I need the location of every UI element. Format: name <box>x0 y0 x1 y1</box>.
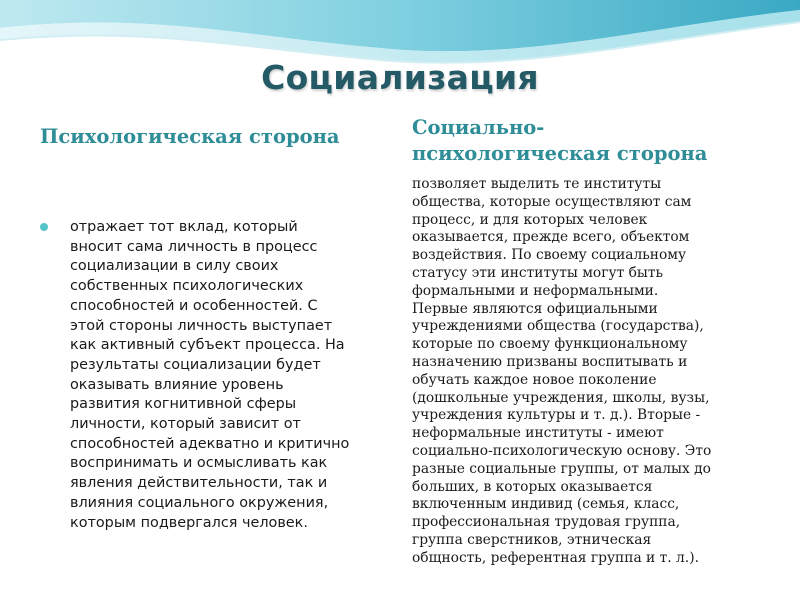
left-paragraph-line: способностей и особенностей. С <box>70 297 318 314</box>
right-paragraph-line: оказывается, прежде всего, объектом <box>412 229 690 246</box>
left-paragraph-line: результаты социализации будет <box>70 356 321 373</box>
right-paragraph-line: общность, референтная группа и т. л.). <box>412 549 699 566</box>
left-paragraph-line: влияния социального окружения, <box>70 494 329 511</box>
left-paragraph-line: отражает тот вклад, который <box>70 219 298 235</box>
right-paragraph-line: Первые являются официальными <box>412 300 658 317</box>
left-paragraph-line: развития когнитивной сферы <box>70 396 297 413</box>
left-paragraph-line: оказывать влияние уровень <box>70 376 284 393</box>
left-paragraph-line: способностей адекватно и критично <box>70 435 350 452</box>
right-paragraph-line: учреждения культуры и т. д.). Вторые - <box>412 407 701 424</box>
right-paragraph-line: назначению призваны воспитывать и <box>412 353 688 370</box>
right-paragraph-line: учреждениями общества (государства), <box>412 318 704 335</box>
bullet-dot-icon <box>40 223 48 231</box>
left-paragraph-line: которым подвергался человек. <box>70 514 308 531</box>
heading-right-line-2: психологическая сторона <box>412 141 708 165</box>
right-paragraph-line: которые по своему функциональному <box>412 336 688 353</box>
right-paragraph-line: процесс, и для которых человек <box>412 211 648 228</box>
right-paragraph-line: неформальные институты - имеют <box>412 425 664 442</box>
right-paragraph-line: воздействия. По своему социальному <box>412 247 687 264</box>
left-paragraph-line: личности, который зависит от <box>70 416 301 433</box>
left-paragraph-line: собственных психологических <box>70 278 304 295</box>
right-paragraph-line: (дошкольные учреждения, школы, вузы, <box>412 389 710 406</box>
left-paragraph-line: вносит сама личность в процесс <box>70 238 318 255</box>
right-paragraph-line: формальными и неформальными. <box>412 282 659 299</box>
left-paragraph-line: как активный субъект процесса. На <box>70 337 345 354</box>
left-paragraph-line: явления действительности, так и <box>70 475 328 492</box>
right-paragraph-line: общества, которые осуществляют сам <box>412 193 692 210</box>
left-paragraph-line: социализации в силу своих <box>70 258 279 275</box>
right-paragraph-line: социально-психологическую основу. Это <box>412 442 712 459</box>
right-paragraph-line: включенным индивид (семья, класс, <box>412 496 680 513</box>
right-paragraph-line: статусу эти институты могут быть <box>412 264 664 281</box>
right-paragraph <box>412 176 762 568</box>
right-paragraph-line: разные социальные группы, от малых до <box>412 460 711 477</box>
left-paragraph <box>70 218 400 533</box>
right-paragraph-line: обучать каждое новое поколение <box>412 371 657 388</box>
heading-psychological-side: Психологическая сторона <box>40 125 340 148</box>
left-paragraph-line: этой стороны личность выступает <box>70 317 333 334</box>
heading-right-line-1: Социально- <box>412 116 545 139</box>
heading-socio-psychological-side <box>412 115 792 166</box>
right-paragraph-line: позволяет выделить те институты <box>412 176 662 192</box>
left-paragraph-line: воспринимать и осмысливать как <box>70 455 328 472</box>
right-paragraph-line: профессиональная трудовая группа, <box>412 514 681 531</box>
left-column-text <box>40 218 400 533</box>
slide-title: Социализация <box>261 58 539 97</box>
right-paragraph-line: группа сверстников, этническая <box>412 531 652 548</box>
right-paragraph-line: больших, в которых оказывается <box>412 478 653 495</box>
